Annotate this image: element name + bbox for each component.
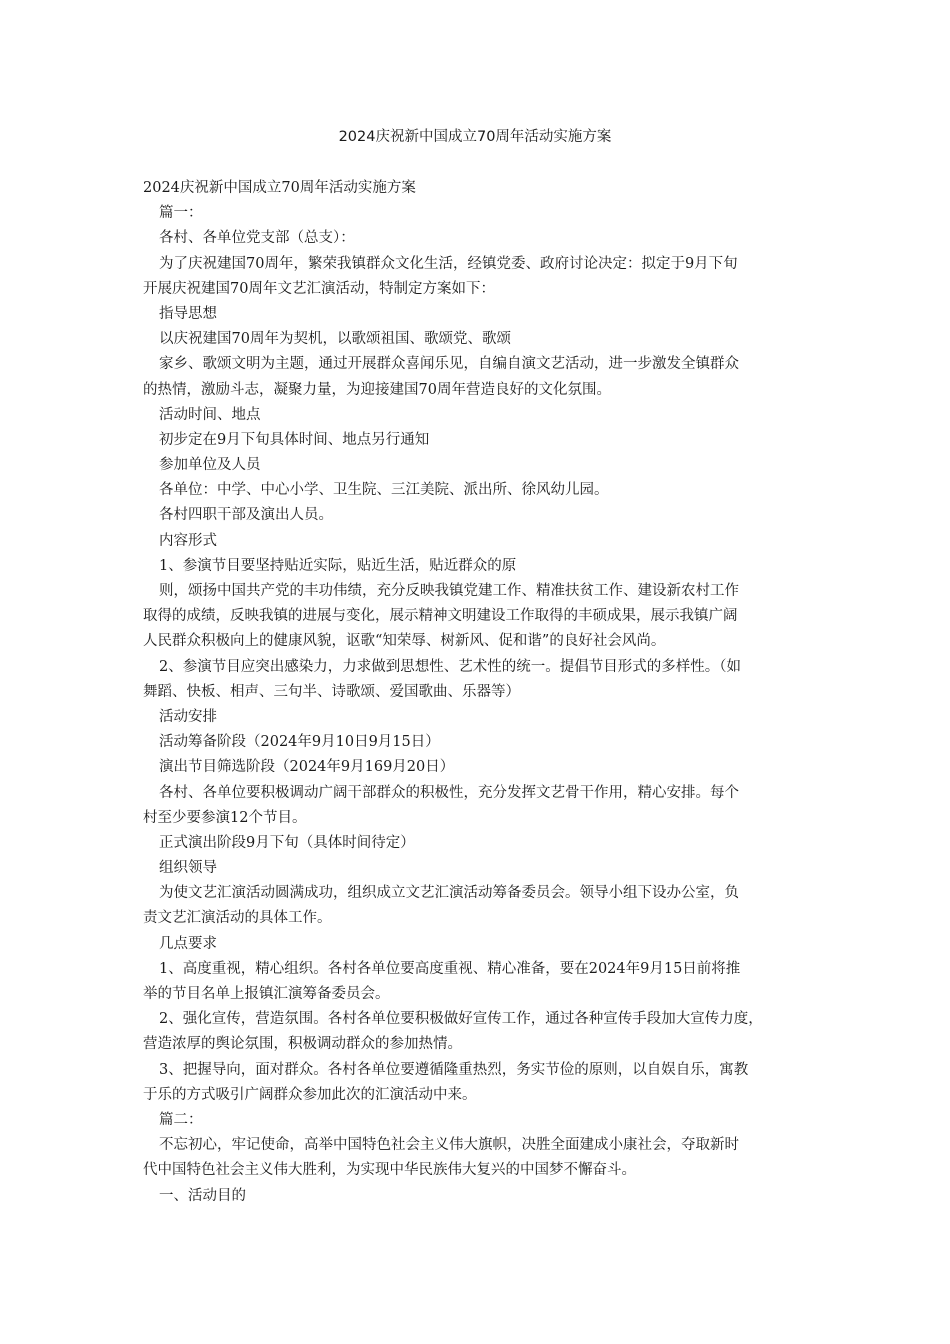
text-line: 各村四职干部及演出人员。 [159, 507, 333, 524]
text-line: 正式演出阶段9月下旬（具体时间待定） [159, 834, 415, 851]
text-line: 家乡、歌颂文明为主题，通过开展群众喜闻乐见，自编自演文艺活动，进一步激发全镇群众 [159, 356, 739, 373]
text-line: 不忘初心，牢记使命，高举中国特色社会主义伟大旗帜，决胜全面建成小康社会，夺取新时 [159, 1137, 739, 1154]
text-line: 1、参演节目要坚持贴近实际，贴近生活，贴近群众的原 [159, 557, 517, 574]
text-line: 一、活动目的 [159, 1187, 246, 1204]
document-body [143, 176, 807, 1209]
text-line: 2024庆祝新中国成立70周年活动实施方案 [143, 180, 416, 196]
text-line: 3、把握导向，面对群众。各村各单位要遵循隆重热烈，务实节俭的原则，以自娱自乐，寓教 [159, 1061, 749, 1078]
text-line: 参加单位及人员 [159, 457, 261, 474]
text-line: 初步定在9月下旬具体时间、地点另行通知 [159, 431, 430, 448]
text-line: 举的节目名单上报镇汇演筹备委员会。 [143, 986, 390, 1002]
text-line: 营造浓厚的舆论氛围，积极调动群众的参加热情。 [143, 1036, 462, 1053]
text-line: 指导思想 [159, 305, 217, 322]
text-line: 各村、各单位党支部（总支）： [159, 230, 355, 247]
text-line: 活动时间、地点 [159, 406, 261, 423]
text-line: 各村、各单位要积极调动广阔干部群众的积极性，充分发挥文艺骨干作用，精心安排。每个 [159, 784, 739, 801]
text-line: 人民群众积极向上的健康风貌，讴歌“知荣辱、树新风、促和谐”的良好社会风尚。 [143, 633, 666, 650]
text-line: 篇二： [159, 1111, 203, 1128]
document-title: 2024庆祝新中国成立70周年活动实施方案 [338, 129, 612, 145]
text-line: 活动筹备阶段（2024年9月10日9月15日） [159, 734, 440, 751]
text-line: 1、高度重视，精心组织。各村各单位要高度重视、精心准备，要在2024年9月15日前将推 [159, 960, 741, 977]
text-line: 组织领导 [159, 860, 217, 877]
text-line: 演出节目筛选阶段（2024年9月169月20日） [159, 759, 455, 776]
text-line: 为了庆祝建国70周年，繁荣我镇群众文化生活，经镇党委、政府讨论决定：拟定于9月下旬 [159, 255, 738, 272]
text-line: 开展庆祝建国70周年文艺汇演活动，特制定方案如下： [143, 280, 495, 297]
text-line: 村至少要参演12个节目。 [143, 809, 307, 826]
text-line: 2、强化宣传，营造氛围。各村各单位要积极做好宣传工作，通过各种宣传手段加大宣传力度， [159, 1011, 763, 1028]
text-line: 则，颂扬中国共产党的丰功伟绩，充分反映我镇党建工作、精准扶贫工作、建设新农村工作 [159, 583, 739, 599]
text-line: 2、参演节目应突出感染力，力求做到思想性、艺术性的统一。提倡节目形式的多样性。（如 [159, 658, 741, 675]
text-line: 各单位：中学、中心小学、卫生院、三江美院、派出所、徐风幼儿园。 [159, 482, 609, 499]
text-line: 几点要求 [159, 935, 217, 952]
text-line: 篇一： [159, 205, 203, 222]
text-line: 舞蹈、快板、相声、三句半、诗歌颂、爱国歌曲、乐器等） [143, 683, 520, 700]
text-line: 为使文艺汇演活动圆满成功，组织成立文艺汇演活动筹备委员会。领导小组下设办公室，负 [159, 885, 739, 902]
text-line: 内容形式 [159, 532, 217, 549]
text-line: 的热情，激励斗志，凝聚力量，为迎接建国70周年营造良好的文化氛围。 [143, 381, 611, 398]
text-line: 代中国特色社会主义伟大胜利，为实现中华民族伟大复兴的中国梦不懈奋斗。 [143, 1162, 636, 1179]
text-line: 活动安排 [159, 708, 217, 725]
text-line: 以庆祝建国70周年为契机，以歌颂祖国、歌颂党、歌颂 [159, 331, 511, 348]
text-line: 责文艺汇演活动的具体工作。 [143, 910, 332, 927]
text-line: 于乐的方式吸引广阔群众参加此次的汇演活动中来。 [143, 1086, 477, 1103]
text-line: 取得的成绩，反映我镇的进展与变化，展示精神文明建设工作取得的丰硕成果，展示我镇广阔 [143, 608, 738, 625]
